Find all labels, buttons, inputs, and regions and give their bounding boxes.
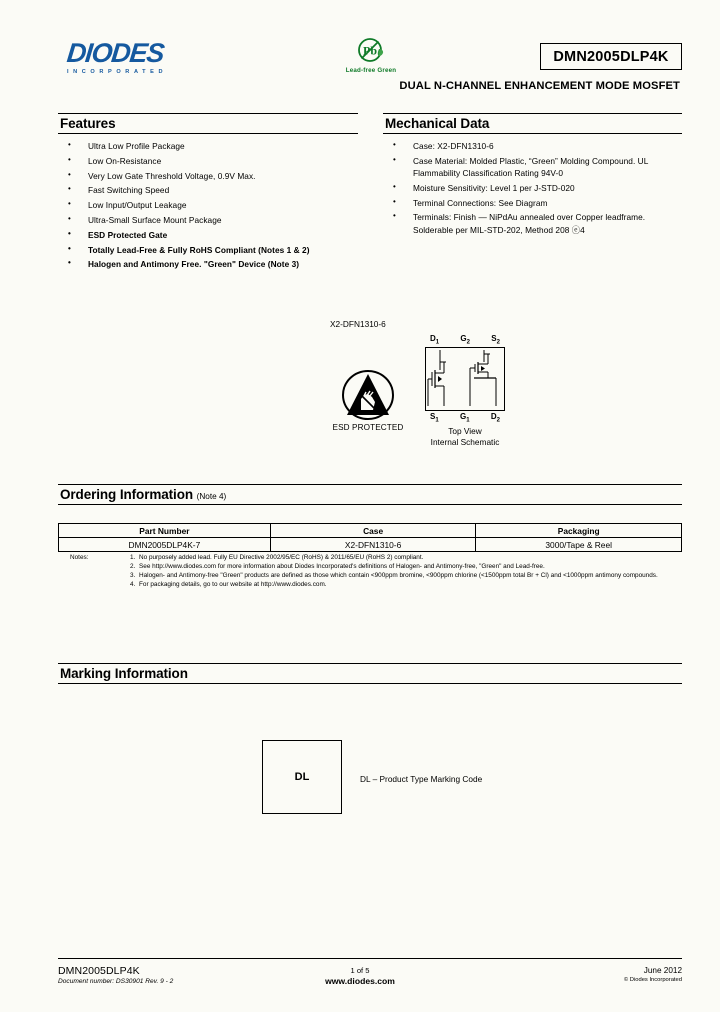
footer-rule <box>58 958 682 959</box>
notes-label: Notes: <box>70 554 89 561</box>
table-header-row <box>59 524 682 538</box>
mechanical-rule-bottom <box>383 133 682 134</box>
schematic-caption-line2: Internal Schematic <box>430 436 500 447</box>
list-item: • ESD Protected Gate <box>58 229 358 241</box>
marking-diagram-area <box>55 735 685 825</box>
cell-packaging: 3000/Tape & Reel <box>476 538 682 552</box>
table-row <box>59 538 682 552</box>
footer-website-link[interactable]: www.diodes.com <box>325 976 395 986</box>
note-text: See http://www.diodes.com for more information about Diodes Incorporated's definitions of Halogen- and Antimony-free, "Green" and Lead-free. <box>139 563 545 571</box>
features-section <box>58 113 358 273</box>
footer-date: June 2012 <box>643 966 682 975</box>
svg-text:Pb: Pb <box>362 43 378 58</box>
note-item <box>130 572 688 581</box>
pin-labels-top <box>426 334 504 346</box>
list-item: • Case Material: Molded Plastic, “Green” Molding Compound. UL Flammability Classification Rating 94V-0 <box>383 155 682 179</box>
footer-right <box>624 966 682 983</box>
note-item <box>130 554 688 563</box>
ordering-title <box>58 485 682 504</box>
internal-schematic-group <box>400 334 530 447</box>
diodes-logo <box>67 40 217 75</box>
list-item: • Terminals: Finish — NiPdAu annealed over Copper leadframe. Solderable per MIL-STD-202, Method 208 ⓔ4 <box>383 211 682 235</box>
list-item: • Terminal Connections: See Diagram <box>383 197 682 209</box>
package-type-label: X2-DFN1310-6 <box>330 319 386 329</box>
list-item: • Fast Switching Speed <box>58 184 358 196</box>
column-header-part-number: Part Number <box>59 524 271 538</box>
footer-document-number: Document number: DS30901 Rev. 9 - 2 <box>58 978 174 985</box>
lead-free-label: Lead-free Green <box>345 67 397 74</box>
note-number: 1. <box>130 554 136 561</box>
list-item: • Totally Lead-Free & Fully RoHS Compliant (Notes 1 & 2) <box>58 244 358 256</box>
esd-caption: ESD PROTECTED <box>332 423 404 432</box>
ordering-information-section <box>58 484 682 505</box>
note-number: 4. <box>130 581 136 589</box>
package-diagram-area <box>55 312 685 462</box>
list-item: • Low On-Resistance <box>58 155 358 167</box>
note-item <box>130 563 688 572</box>
marking-title: Marking Information <box>60 666 188 681</box>
features-list <box>58 140 358 271</box>
list-item: • Case: X2-DFN1310-6 <box>383 140 682 152</box>
logo-wordmark: DIODES <box>65 38 165 68</box>
pin-label-g2: $G_2$ <box>460 334 470 346</box>
note-item <box>130 581 688 590</box>
page-footer <box>0 958 720 1012</box>
schematic-caption-line1: Top View <box>448 426 482 437</box>
list-item: • Ultra-Small Surface Mount Package <box>58 214 358 226</box>
pin-label-g1: $G_1$ <box>459 411 470 424</box>
note-text: For packaging details, go to our website at http://www.diodes.com. <box>139 581 327 589</box>
list-item: • Ultra Low Profile Package <box>58 140 358 152</box>
column-header-case: Case <box>270 524 476 538</box>
pb-circle-icon <box>356 36 386 66</box>
schematic-caption <box>400 426 530 447</box>
notes-list <box>130 554 688 590</box>
note-text: Halogen- and Antimony-free "Green" products are defined as those which contain <900ppm bromine, <900ppm chlorine (<1500ppm total Br + Cl) and <1000ppm antimony compounds. <box>139 572 658 580</box>
features-rule-bottom <box>58 133 358 134</box>
list-item: • Halogen and Antimony Free. "Green" Device (Note 3) <box>58 258 358 270</box>
ordering-note-ref: (Note 4) <box>196 492 227 501</box>
footer-part-number: DMN2005DLP4K <box>58 965 140 977</box>
features-title: Features <box>60 116 116 131</box>
product-subtitle: DUAL N-CHANNEL ENHANCEMENT MODE MOSFET <box>399 80 680 92</box>
footer-center <box>0 966 720 986</box>
page-header <box>0 0 720 100</box>
pin-label-s2: $S_2$ <box>491 334 500 346</box>
lead-free-green-logo <box>338 36 404 74</box>
mechanical-title: Mechanical Data <box>385 116 490 131</box>
note-number: 3. <box>130 572 136 580</box>
note-number: 2. <box>130 563 136 571</box>
cell-case: X2-DFN1310-6 <box>270 538 476 552</box>
esd-warning-icon <box>339 370 397 422</box>
marking-information-section <box>58 663 682 684</box>
list-item: • Low Input/Output Leakage <box>58 199 358 211</box>
part-number-box: DMN2005DLP4K <box>540 43 682 70</box>
pin-labels-bottom <box>426 412 504 424</box>
ordering-rule-bottom <box>58 504 682 505</box>
list-item: • Moisture Sensitivity: Level 1 per J-STD-020 <box>383 182 682 194</box>
column-header-packaging: Packaging <box>476 524 682 538</box>
pin-label-d1: $D_1$ <box>430 334 440 346</box>
marking-code-box: DL <box>262 740 342 814</box>
footer-page-number: 1 of 5 <box>350 966 370 975</box>
pin-label-s1: $S_1$ <box>430 411 439 424</box>
marking-rule-bottom <box>58 683 682 684</box>
schematic-box <box>425 347 505 411</box>
notes-block <box>58 554 688 590</box>
list-item: • Very Low Gate Threshold Voltage, 0.9V Max. <box>58 170 358 182</box>
ordering-title-text: Ordering Information <box>60 487 194 502</box>
cell-part-number: DMN2005DLP4K-7 <box>59 538 271 552</box>
logo-subtext: INCORPORATED <box>67 69 168 75</box>
ordering-table <box>58 523 682 552</box>
marking-legend: DL – Product Type Marking Code <box>360 774 483 784</box>
footer-copyright: © Diodes Incorporated <box>623 977 682 983</box>
mechanical-data-section <box>383 113 682 238</box>
mechanical-list <box>383 140 682 236</box>
pin-label-d2: $D_2$ <box>490 411 500 424</box>
note-text: No purposely added lead. Fully EU Directive 2002/95/EC (RoHS) & 2011/65/EU (RoHS 2) compliant. <box>139 554 424 561</box>
